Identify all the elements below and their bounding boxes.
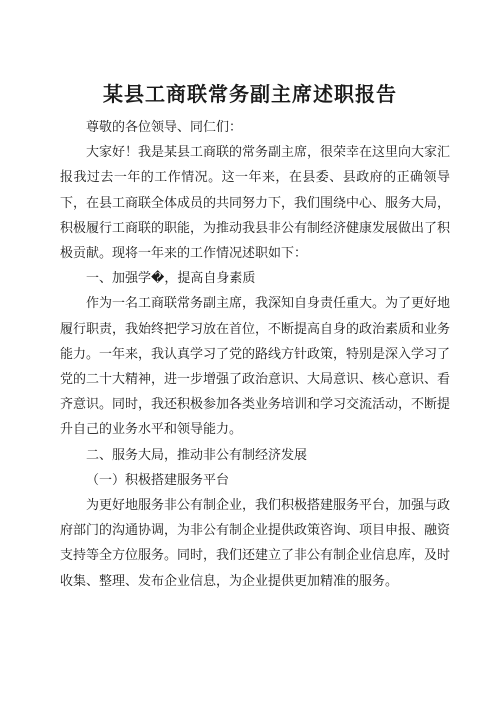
paragraph-study: 作为一名工商联常务副主席，我深知自身责任重大。为了更好地履行职责，我始终把学习放在首位，不断提高自身的政治素质和业务能力。一年来，我认真学习了党的路线方针政策，特别是深入学习了党的二十大精神，进一步增强了政治意识、大局意识、核心意识、看齐意识。同时，我还积极参加各类业务培训和学习交流活动，不断提升自己的业务水平和领导能力。 — [60, 296, 451, 438]
document-title: 某县工商联常务副主席述职报告 — [103, 82, 397, 106]
subsection-heading-1: （一）积极搭建服务平台 — [86, 472, 230, 488]
paragraph-intro: 大家好！我是某县工商联的常务副主席，很荣幸在这里向大家汇报我过去一年的工作情况。这一年来，在县委、县政府的正确领导下，在县工商联全体成员的共同努力下，我们围绕中心、服务大局，积极履行工商联的职能，为推动我县非公有制经济健康发展做出了积极贡献。现将一年来的工作情况述职如下： — [60, 145, 451, 262]
document-body — [60, 115, 450, 594]
paragraph-service-platform: 为更好地服务非公有制企业，我们积极搭建服务平台，加强与政府部门的沟通协调，为非公有制企业提供政策咨询、项目申报、融资支持等全方位服务。同时，我们还建立了非公有制企业信息库，及时收集、整理、发布企业信息，为企业提供更加精准的服务。 — [60, 498, 451, 589]
section-heading-2: 二、服务大局，推动非公有制经济发展 — [86, 447, 308, 463]
greeting: 尊敬的各位领导、同仁们： — [86, 120, 243, 135]
section-heading-1: 一、加强学�，提高自身素质 — [86, 271, 256, 287]
